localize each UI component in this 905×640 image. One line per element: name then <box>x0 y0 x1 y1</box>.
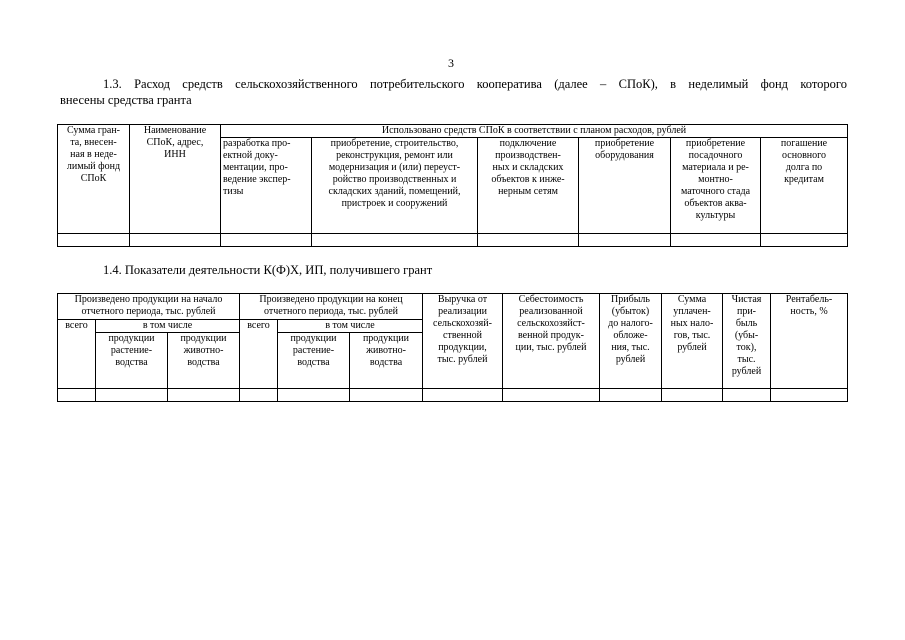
table-cell <box>58 389 96 402</box>
header-total-end: всего <box>240 320 278 389</box>
table-cell <box>350 389 423 402</box>
header-profit: Прибыль (убыток) до налого- обложе- ния, тыс. рублей <box>600 294 662 389</box>
table-row <box>58 234 848 247</box>
header-total-start: всего <box>58 320 96 389</box>
table-cell <box>240 389 278 402</box>
table-cell <box>130 234 221 247</box>
header-construction: приобретение, строительство, реконструкция, ремонт или модернизация и (или) переуст- ройство производственных и складских зданий, помещений, пристроек и сооружений <box>312 138 478 234</box>
table-row <box>58 389 848 402</box>
table-cell <box>723 389 771 402</box>
header-loan-repayment: погашение основного долга по кредитам <box>761 138 848 234</box>
header-equipment: приобретение оборудования <box>579 138 671 234</box>
table-cell <box>312 234 478 247</box>
header-net-profit: Чистая при- быль (убы- ток), тыс. рублей <box>723 294 771 389</box>
header-including-end: в том числе <box>278 320 423 333</box>
table-cell <box>58 234 130 247</box>
header-revenue: Выручка от реализации сельскохозяй- ственной продукции, тыс. рублей <box>423 294 503 389</box>
header-livestock-start: продукции животно- водства <box>168 333 240 389</box>
table-cell <box>600 389 662 402</box>
table-cell <box>478 234 579 247</box>
header-design-docs: разработка про- ектной доку- ментации, про- ведение экспер- тизы <box>221 138 312 234</box>
table-cell <box>96 389 168 402</box>
table-cell <box>579 234 671 247</box>
page-number: 3 <box>448 56 454 70</box>
header-planting-material: приобретение посадочного материала и ре- монтно- маточного стада объектов аква- культуры <box>671 138 761 234</box>
table-cell <box>221 234 312 247</box>
section-1-3-line-2: внесены средства гранта <box>60 93 192 107</box>
header-grant-amount: Сумма гран- та, внесен- ная в неде- лимый фонд СПоК <box>58 125 130 234</box>
table-cell <box>662 389 723 402</box>
performance-indicators-table <box>57 293 848 402</box>
header-livestock-end: продукции животно- водства <box>350 333 423 389</box>
header-cost: Себестоимость реализованной сельскохозяйст- венной продук- ции, тыс. рублей <box>503 294 600 389</box>
section-1-4-heading: 1.4. Показатели деятельности К(Ф)Х, ИП, получившего грант <box>103 263 433 277</box>
header-profitability: Рентабель- ность, % <box>771 294 848 389</box>
header-utility-connection: подключение производствен- ных и складских объектов к инже- нерным сетям <box>478 138 579 234</box>
header-including-start: в том числе <box>96 320 240 333</box>
header-crop-start: продукции растение- водства <box>96 333 168 389</box>
spok-expenses-table <box>57 124 848 247</box>
table-cell <box>761 234 848 247</box>
header-spok-funds-used: Использовано средств СПоК в соответствии с планом расходов, рублей <box>221 125 848 138</box>
header-taxes: Сумма уплачен- ных нало- гов, тыс. рублей <box>662 294 723 389</box>
header-spok-name: Наименование СПоК, адрес, ИНН <box>130 125 221 234</box>
section-1-3-paragraph <box>60 76 847 108</box>
header-prod-end: Произведено продукции на конец отчетного периода, тыс. рублей <box>240 294 423 320</box>
table-cell <box>771 389 848 402</box>
header-prod-start: Произведено продукции на начало отчетного периода, тыс. рублей <box>58 294 240 320</box>
header-crop-end: продукции растение- водства <box>278 333 350 389</box>
table-cell <box>168 389 240 402</box>
table-cell <box>503 389 600 402</box>
table-cell <box>671 234 761 247</box>
table-cell <box>423 389 503 402</box>
table-cell <box>278 389 350 402</box>
section-1-3-line-1: 1.3. Расход средств сельскохозяйственного потребительского кооператива (далее – СПоК), в неделимый фонд которого <box>103 77 847 91</box>
